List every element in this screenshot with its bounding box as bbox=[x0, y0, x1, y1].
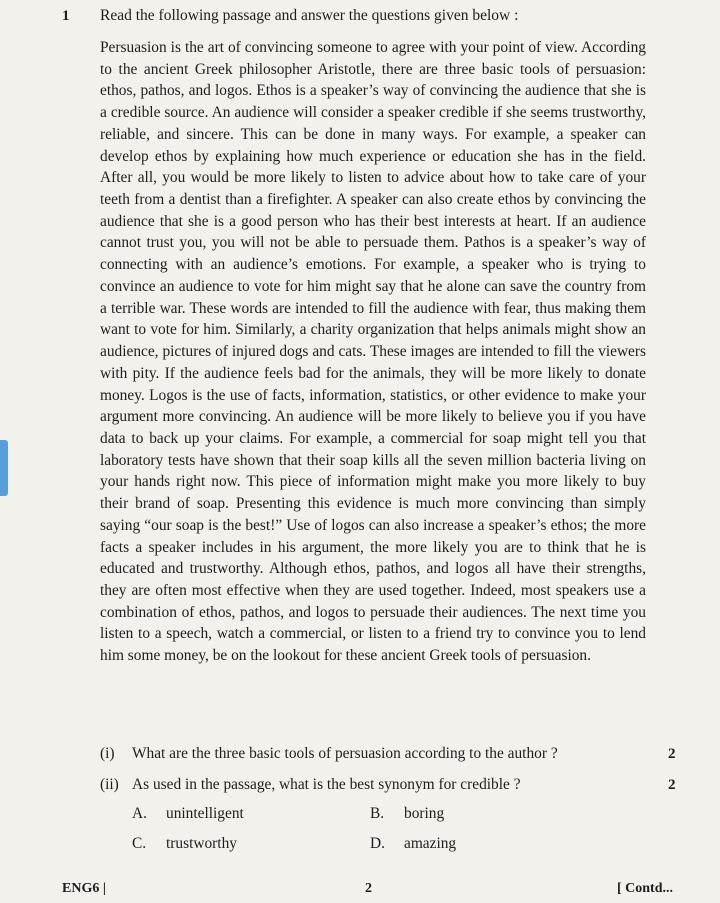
option-letter: B. bbox=[370, 805, 385, 822]
sub-question-i bbox=[100, 745, 660, 763]
sub-question-number: (ii) bbox=[100, 776, 119, 793]
question-instruction: Read the following passage and answer the questions given below : bbox=[100, 7, 519, 24]
question-number: 1 bbox=[62, 8, 70, 24]
option-c bbox=[132, 835, 237, 853]
reading-passage: Persuasion is the art of convincing someone to agree with your point of view. According to the ancient Greek philosopher Aristotle, there are three basic tools of persuasion: ethos, pathos, and logos. Ethos is a speaker’s way of convincing the audience that she is a credible source. An audience will consider a speaker credible if she seems trustworthy, reliable, and sincere. This can be done in many ways. For example, a speaker can develop ethos by explaining how much experience or education she has in the field. After all, you would be more likely to listen to advice about how to take care of your teeth from a dentist than a firefighter. A speaker can also create ethos by convincing the audience that she is a good person who has their best interests at heart. If an audience cannot trust you, you will not be able to persuade them. Pathos is a speaker’s way of connecting with an audience’s emotions. For example, a speaker who is trying to convince an audience to vote for him might say that he alone can save the country from a terrible war. These words are intended to fill the audience with fear, thus making them want to vote for him. Similarly, a charity organization that helps animals might show an audience, pictures of injured dogs and cats. These images are intended to fill the viewers with pity. If the audience feels bad for the animals, they will be more likely to donate money. Logos is the use of facts, information, statistics, or other evidence to make your argument more convincing. An audience will be more likely to believe you if you have data to back up your claims. For example, a commercial for soap might tell you that laboratory tests have shown that their soap kills all the seven million bacteria living on your hands right now. This piece of information might make you more likely to buy their brand of soap. Presenting this evidence is much more convincing than simply saying “our soap is the best!” Use of logos can also increase a speaker’s ethos; the more facts a speaker includes in his argument, the more likely you are to think that he is educated and trustworthy. Although ethos, pathos, and logos all have their strengths, they are often most effective when they are used together. Indeed, most speakers use a combination of ethos, pathos, and logos to persuade their audiences. The next time you listen to a speech, watch a commercial, or listen to a friend try to convince you to lend him some money, be on the lookout for these ancient Greek tools of persuasion. bbox=[100, 39, 646, 665]
marks-i: 2 bbox=[668, 746, 676, 762]
option-a bbox=[132, 805, 244, 823]
option-text: trustworthy bbox=[166, 835, 237, 852]
footer-page-number: 2 bbox=[365, 881, 372, 896]
option-letter: C. bbox=[132, 835, 147, 852]
option-d bbox=[370, 835, 456, 853]
option-text: boring bbox=[404, 805, 445, 822]
sub-question-text: As used in the passage, what is the best synonym for credible ? bbox=[132, 776, 521, 793]
option-b bbox=[370, 805, 444, 823]
footer-continued: [ Contd... bbox=[617, 881, 674, 896]
blue-edge-mark bbox=[0, 440, 8, 496]
option-letter: D. bbox=[370, 835, 385, 852]
option-text: amazing bbox=[404, 835, 457, 852]
sub-question-text: What are the three basic tools of persuasion according to the author ? bbox=[132, 745, 558, 762]
footer-code: ENG6 | bbox=[62, 881, 106, 896]
option-text: unintelligent bbox=[166, 805, 244, 822]
sub-question-number: (i) bbox=[100, 745, 115, 762]
sub-question-ii bbox=[100, 776, 660, 794]
option-letter: A. bbox=[132, 805, 147, 822]
marks-ii: 2 bbox=[668, 777, 676, 793]
